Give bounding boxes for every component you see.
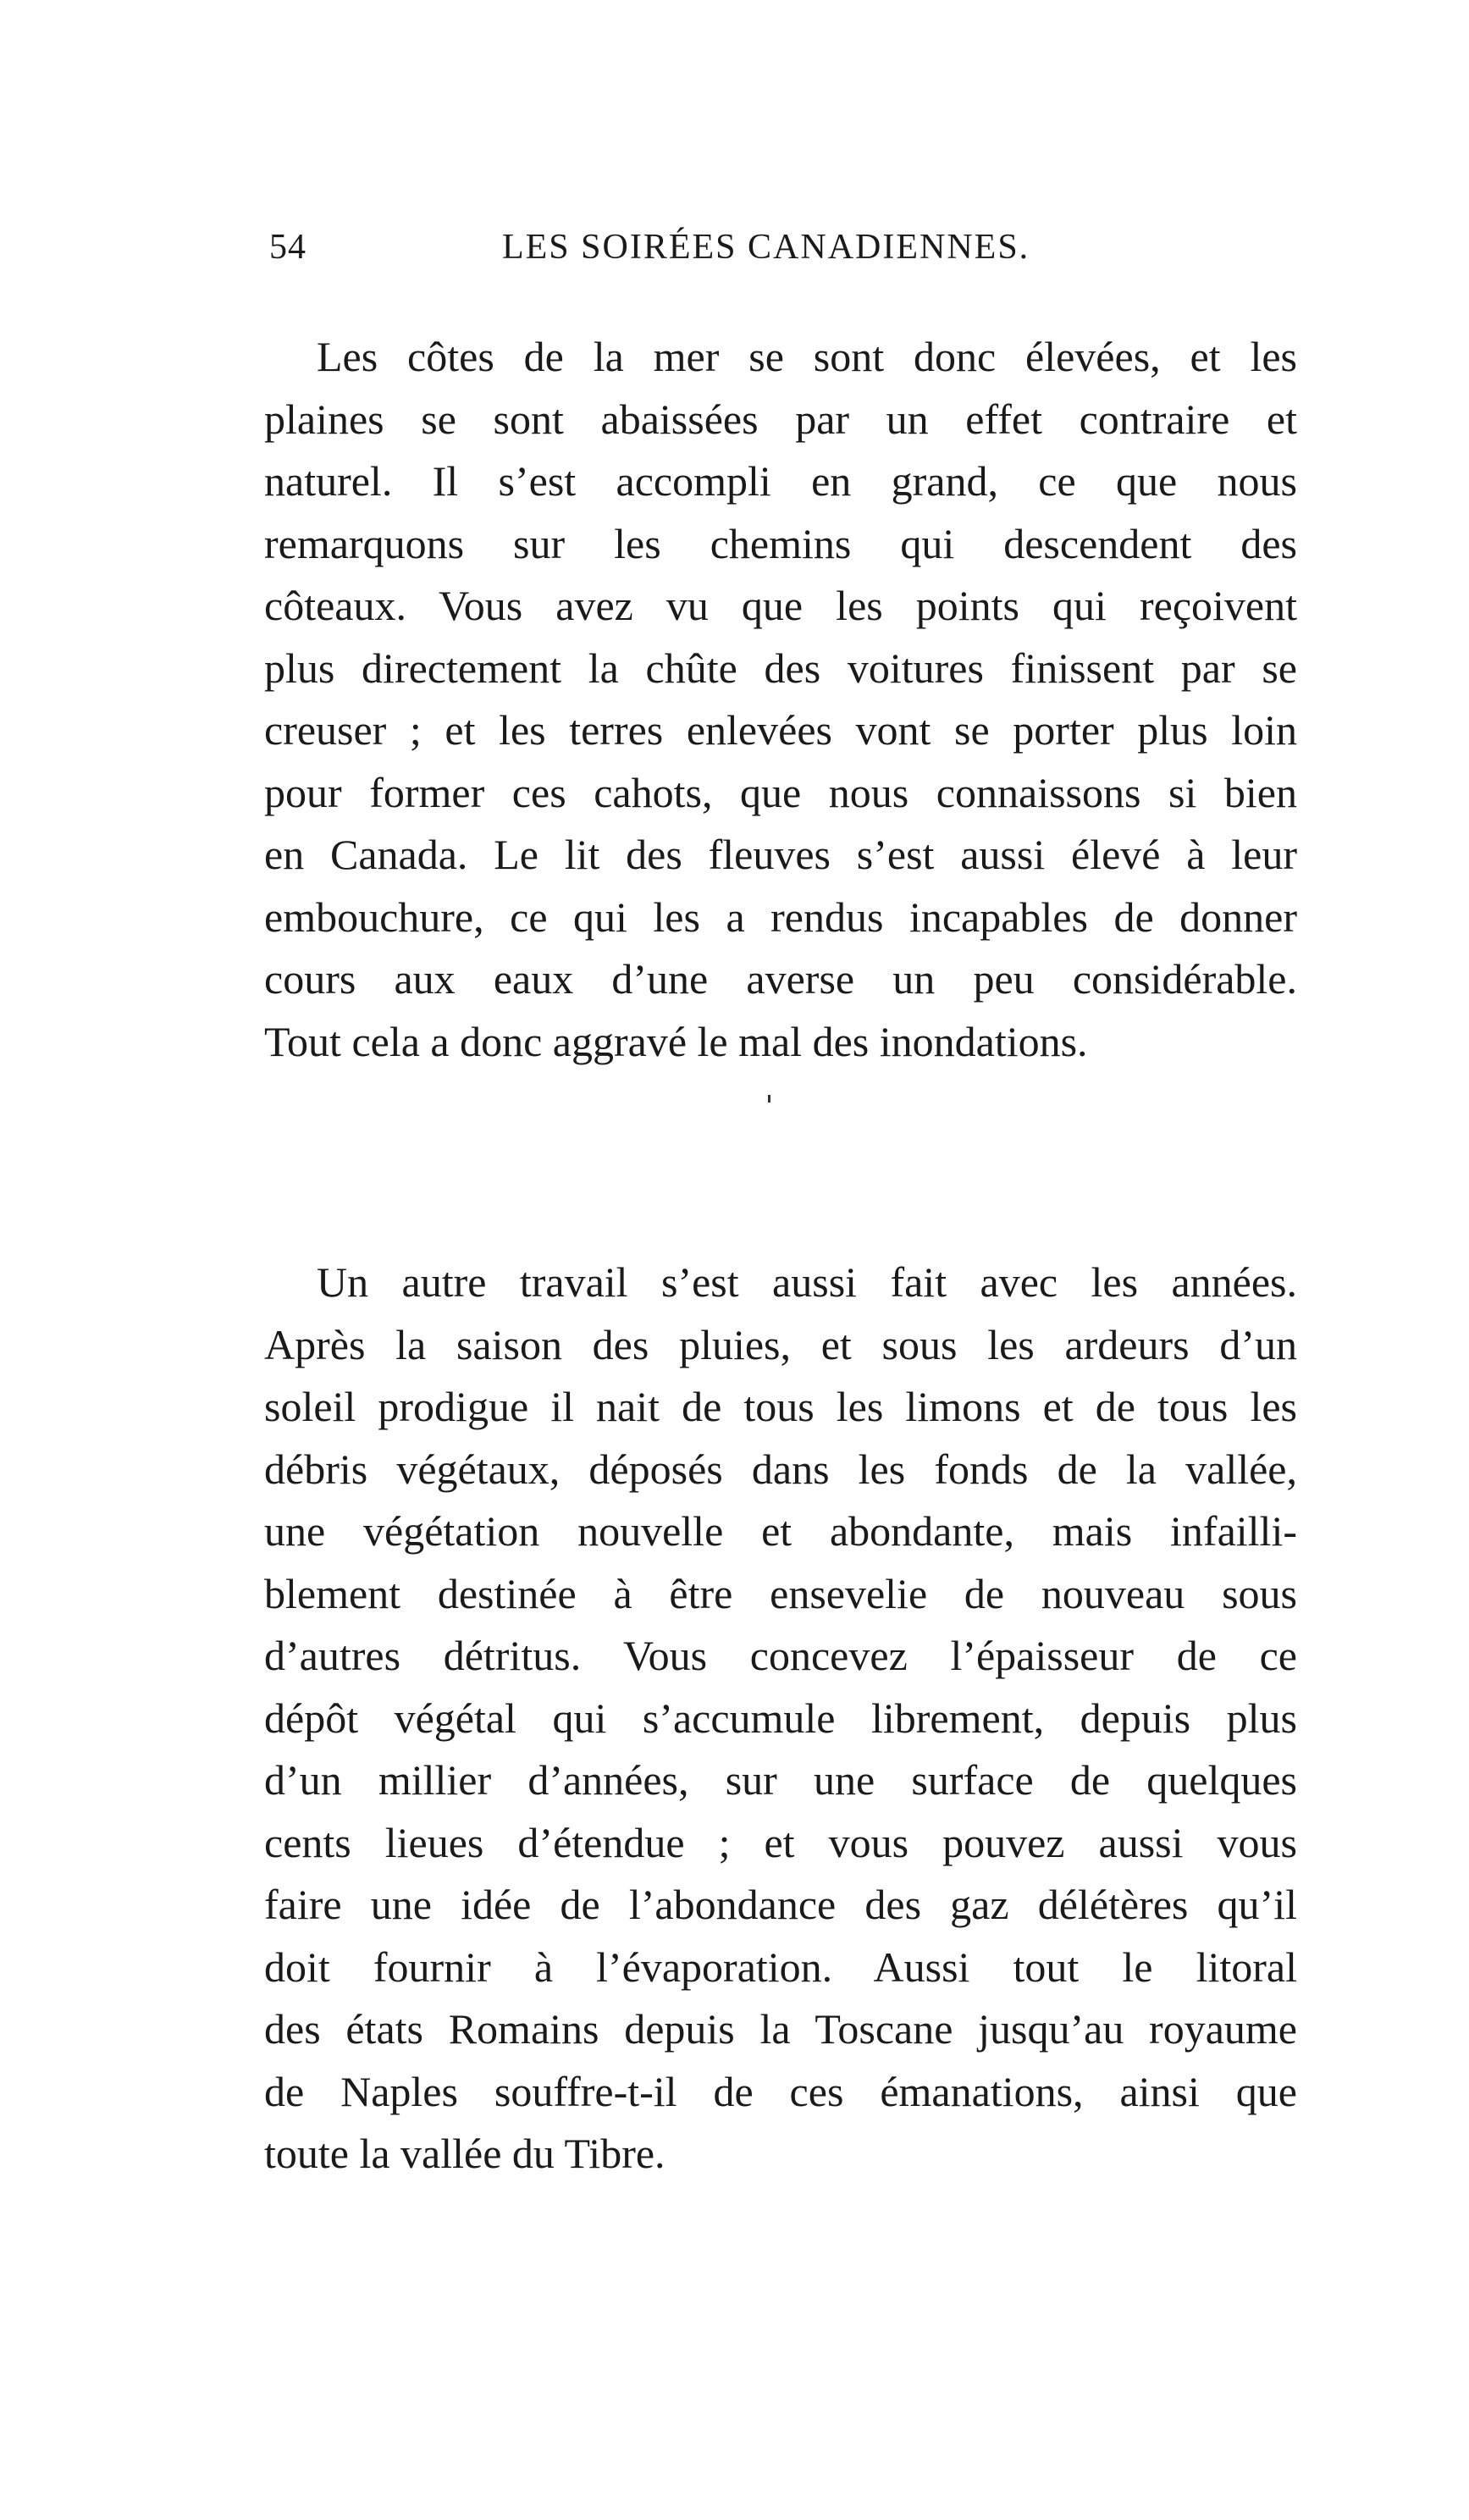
text-line: en Canada. Le lit des fleuves s’est aussi élevé à leur [264, 831, 1297, 878]
text-line: naturel. Il s’est accompli en grand, ce que nous [264, 457, 1297, 505]
text-line: Tout cela a donc aggravé le mal des inondations. [264, 1017, 1088, 1065]
paragraph-2 [264, 1252, 1297, 2186]
text-line: une végétation nouvelle et abondante, mais infailli- [264, 1507, 1297, 1555]
text-line: remarquons sur les chemins qui descendent des [264, 519, 1297, 567]
text-line: plaines se sont abaissées par un effet contraire et [264, 395, 1297, 443]
text-line: blement destinée à être ensevelie de nouveau sous [264, 1569, 1297, 1617]
text-line: dépôt végétal qui s’accumule librement, depuis plus [264, 1694, 1297, 1742]
print-speck [768, 1095, 770, 1102]
text-line: cours aux eaux d’une averse un peu considérable. [264, 955, 1297, 1003]
text-line: soleil prodigue il nait de tous les limons et de tous les [264, 1383, 1297, 1430]
running-title: LES SOIRÉES CANADIENNES. [502, 228, 1030, 267]
text-line: faire une idée de l’abondance des gaz délétères qu’il [264, 1881, 1297, 1928]
text-line: embouchure, ce qui les a rendus incapables de donner [264, 892, 1297, 941]
paragraph-1 [264, 326, 1297, 1073]
text-line: Les côtes de la mer se sont donc élevées, et les [317, 333, 1297, 380]
text-line: Après la saison des pluies, et sous les ardeurs d’un [264, 1320, 1297, 1368]
text-line: doit fournir à l’évaporation. Aussi tout le litoral [264, 1942, 1297, 1991]
text-line: creuser ; et les terres enlevées vont se porter plus loin [264, 706, 1297, 754]
text-line: d’autres détritus. Vous concevez l’épaisseur de ce [264, 1632, 1297, 1679]
text-line: toute la vallée du Tibre. [264, 2130, 665, 2177]
text-line: cents lieues d’étendue ; et vous pouvez aussi vous [264, 1818, 1297, 1866]
text-line: des états Romains depuis la Toscane jusqu’au royaume [264, 2005, 1297, 2053]
text-line: pour former ces cahots, que nous connaissons si bien [264, 768, 1297, 816]
page-header [269, 227, 1157, 278]
text-line: d’un millier d’années, sur une surface de quelques [264, 1756, 1297, 1804]
text-line: de Naples souffre-t-il de ces émanations, ainsi que [264, 2067, 1297, 2115]
text-line: débris végétaux, déposés dans les fonds de la vallée, [264, 1445, 1297, 1493]
page-number: 54 [269, 228, 307, 267]
text-line: Un autre travail s’est aussi fait avec les années. [317, 1258, 1297, 1306]
text-line: plus directement la chûte des voitures finissent par se [264, 644, 1297, 692]
text-line: côteaux. Vous avez vu que les points qui reçoivent [264, 582, 1297, 629]
